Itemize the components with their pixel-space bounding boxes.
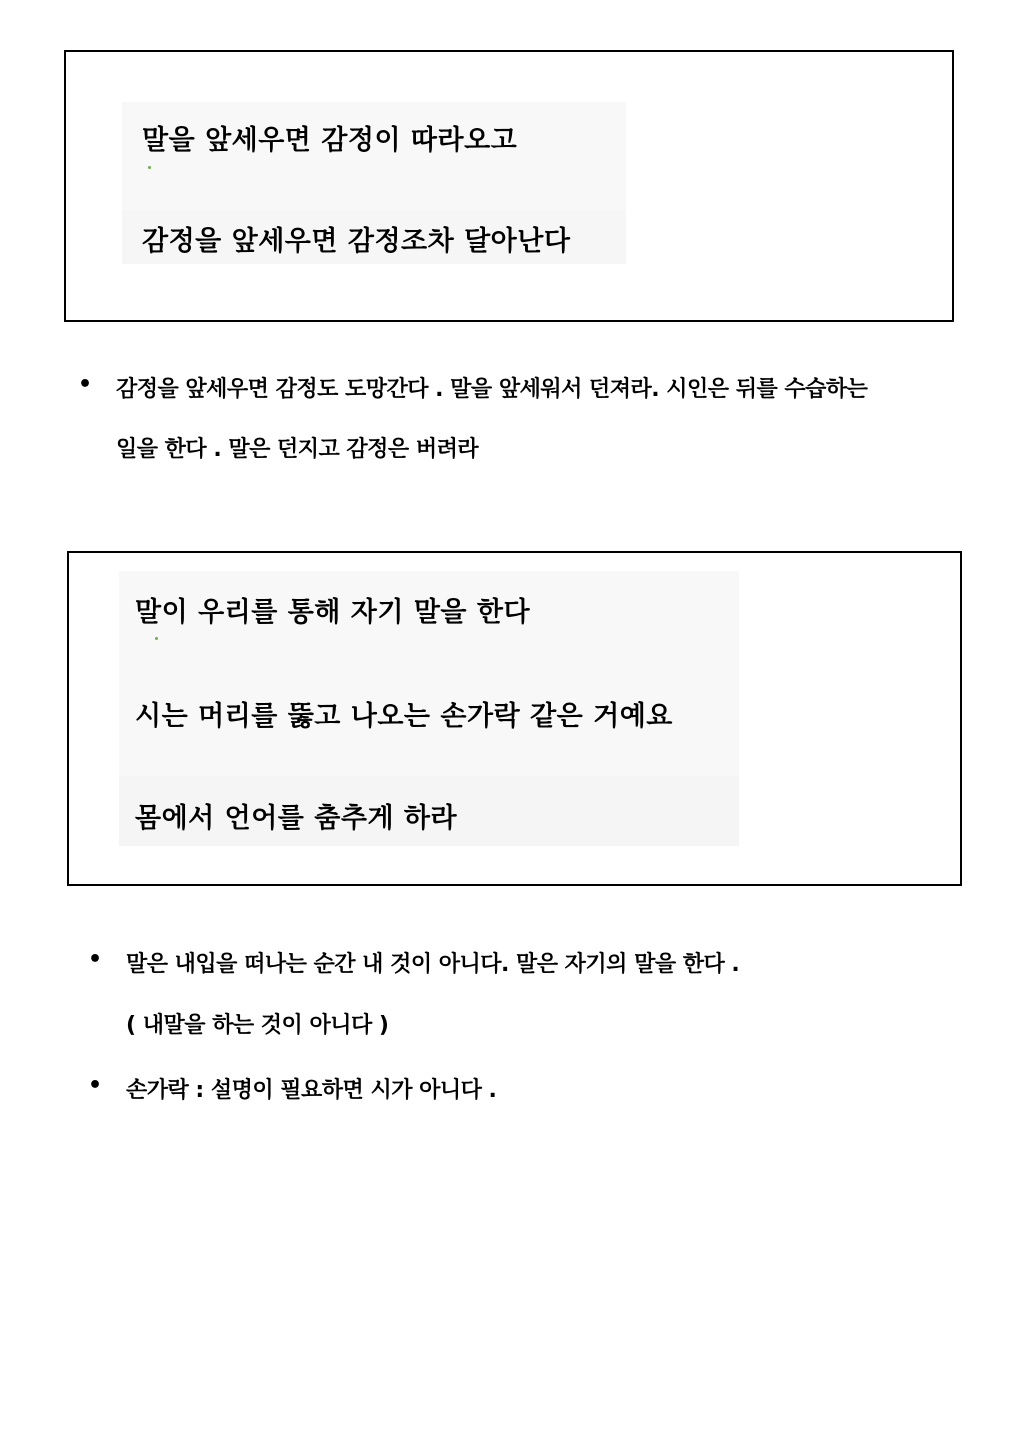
note-text: ( 내말을 하는 것이 아니다 ): [126, 1013, 389, 1038]
quote-line: 말을 앞세우면 감정이 따라오고: [142, 125, 518, 156]
note-text: 감정을 앞세우면 감정도 도망간다 . 말을 앞세워서 던져라. 시인은 뒤를 수습하는: [116, 377, 868, 402]
quote-line: 몸에서 언어를 춤추게 하라: [135, 803, 458, 834]
quote-line: 시는 머리를 뚫고 나오는 손가락 같은 거예요: [135, 701, 673, 732]
stray-dot: [148, 166, 151, 169]
note-text: 말은 내입을 떠나는 순간 내 것이 아니다. 말은 자기의 말을 한다 .: [126, 952, 740, 977]
note-text: 일을 한다 . 말은 던지고 감정은 버려라: [116, 437, 479, 462]
stray-dot: [155, 637, 158, 640]
bullet-point: •: [78, 372, 93, 397]
quote-line: 말이 우리를 통해 자기 말을 한다: [135, 597, 531, 628]
quote-box-1: [64, 50, 954, 322]
quote-line: 감정을 앞세우면 감정조차 달아난다: [142, 226, 571, 257]
quote-box-2: [67, 551, 962, 886]
bullet-point: •: [88, 947, 103, 972]
bullet-point: •: [88, 1073, 103, 1098]
note-text: 손가락 : 설명이 필요하면 시가 아니다 .: [126, 1078, 497, 1103]
